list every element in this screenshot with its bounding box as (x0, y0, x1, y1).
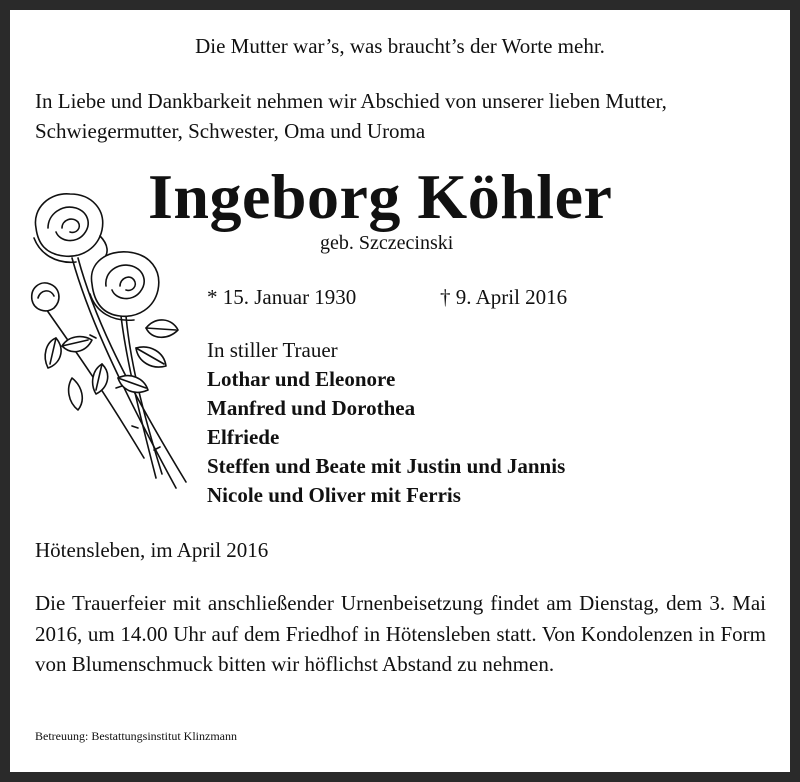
death-date: † 9. April 2016 (440, 285, 568, 309)
ceremony-notice: Die Trauerfeier mit anschließender Urnenbeisetzung findet am Dienstag, dem 3. Mai 2016, um 14.00 Uhr auf dem Friedhof in Hötensleben statt. Von Kondolenzen in Form von Blumenschmuck bitten wir höflichst Abstand zu nehmen. (35, 591, 766, 676)
family-line: Manfred und Dorothea (207, 396, 416, 420)
family-line: Steffen und Beate mit Justin und Jannis (207, 454, 566, 478)
roses-icon (26, 188, 196, 493)
family-line: Nicole und Oliver mit Ferris (207, 483, 461, 507)
family-line: Lothar und Eleonore (207, 367, 396, 391)
maiden-name: geb. Szczecinski (320, 232, 454, 254)
birth-date: * 15. Januar 1930 (207, 285, 357, 309)
deceased-name: Ingeborg Köhler (148, 161, 613, 232)
care-credit: Betreuung: Bestattungsinstitut Klinzmann (35, 729, 237, 743)
place-date: Hötensleben, im April 2016 (35, 538, 269, 562)
mourning-heading: In stiller Trauer (207, 338, 338, 362)
motto-line: Die Mutter war’s, was braucht’s der Worte mehr. (195, 34, 605, 58)
family-line: Elfriede (207, 425, 280, 449)
intro-text: In Liebe und Dankbarkeit nehmen wir Abschied von unserer lieben Mutter, Schwiegermutter, Schwester, Oma und Uroma (35, 89, 667, 143)
